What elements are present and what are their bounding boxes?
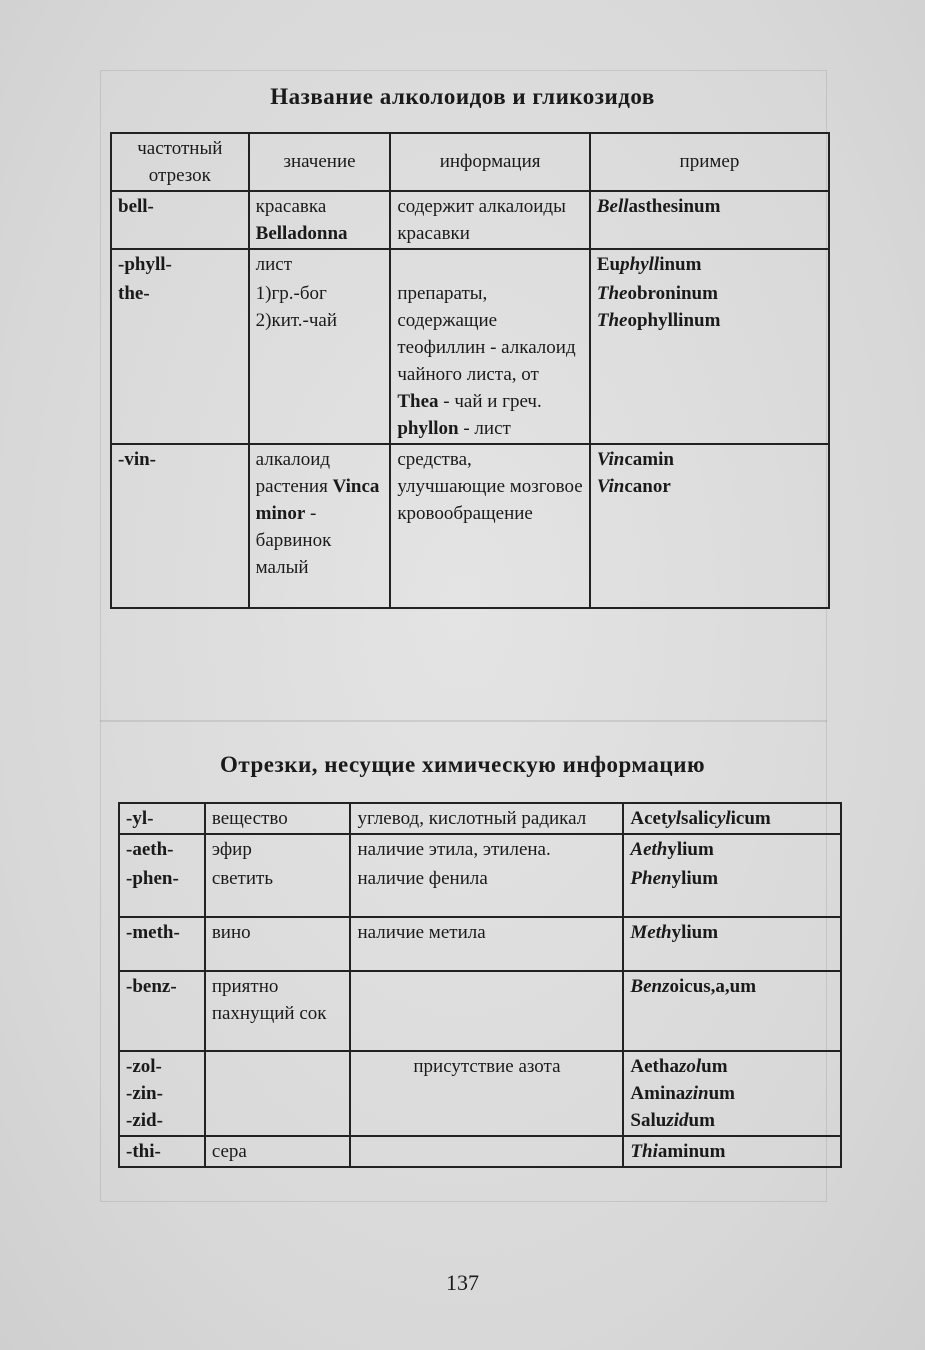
meaning-cell: эфир — [205, 834, 351, 864]
table-row — [119, 803, 841, 834]
table-row — [119, 1051, 841, 1136]
table-row — [119, 864, 841, 917]
example-cell: Methylium — [623, 917, 841, 971]
header-example: пример — [590, 133, 829, 191]
page-number: 137 — [446, 1270, 479, 1295]
info-cell: содержит алкалоиды красавки — [390, 191, 590, 249]
example-cell: Acetylsalicylicum — [623, 803, 841, 834]
example-cell: Bellasthesinum — [590, 191, 829, 249]
meaning-cell: лист — [249, 249, 391, 279]
header-segment: частотный отрезок — [111, 133, 249, 191]
segment-cell: -phyll- — [111, 249, 249, 279]
meaning-cell: вино — [205, 917, 351, 971]
info-cell — [350, 1136, 623, 1167]
header-info: информация — [390, 133, 590, 191]
info-cell: наличие фенила — [350, 864, 623, 917]
example-cell: Phenylium — [623, 864, 841, 917]
info-cell: углевод, кислотный радикал — [350, 803, 623, 834]
segment-cell: -aeth- — [119, 834, 205, 864]
meaning-cell: вещество — [205, 803, 351, 834]
segment-cell: -vin- — [111, 444, 249, 608]
example-cell: Thiaminum — [623, 1136, 841, 1167]
table-row — [111, 444, 829, 608]
example-cell: Euphyllinum — [590, 249, 829, 279]
segment-cell: -phen- — [119, 864, 205, 917]
example-cell: Benzoicus,a,um — [623, 971, 841, 1051]
segment-cell: -yl- — [119, 803, 205, 834]
table-row — [119, 971, 841, 1051]
alkaloid-table — [110, 132, 830, 609]
table-row — [111, 191, 829, 249]
info-cell: присутствие азота — [350, 1051, 623, 1136]
table1-header-row — [111, 133, 829, 191]
table-row — [119, 834, 841, 864]
table-row — [119, 1136, 841, 1167]
segment-cell: -meth- — [119, 917, 205, 971]
info-cell: препараты, содержащие теофиллин - алкалоид чайного листа, от Thea - чай и греч. phyllon - лист — [390, 279, 590, 444]
table-row — [119, 917, 841, 971]
table1-title: Название алколоидов и гликозидов — [270, 84, 655, 109]
meaning-cell: красавка Belladonna — [249, 191, 391, 249]
meaning-cell: 1)гр.-бог 2)кит.-чай — [249, 279, 391, 444]
info-cell — [390, 249, 590, 279]
example-cell: Aethazolum Aminazinum Saluzidum — [623, 1051, 841, 1136]
segment-cell: -zol- -zin- -zid- — [119, 1051, 205, 1136]
table-row — [111, 279, 829, 444]
meaning-cell: сера — [205, 1136, 351, 1167]
meaning-cell: светить — [205, 864, 351, 917]
info-cell — [350, 971, 623, 1051]
info-cell: наличие этила, этилена. — [350, 834, 623, 864]
example-cell: Theobroninum Theophyllinum — [590, 279, 829, 444]
meaning-cell: приятно пахнущий сок — [205, 971, 351, 1051]
meaning-cell: алкалоид растения Vinca minor - барвинок малый — [249, 444, 391, 608]
meaning-cell — [205, 1051, 351, 1136]
segment-cell: bell- — [111, 191, 249, 249]
table-row — [111, 249, 829, 279]
segment-cell: the- — [111, 279, 249, 444]
info-cell: средства, улучшающие мозговое кровообращение — [390, 444, 590, 608]
example-cell: Aethylium — [623, 834, 841, 864]
info-cell: наличие метила — [350, 917, 623, 971]
chemical-segments-table — [118, 802, 842, 1168]
example-cell: Vincamin Vincanor — [590, 444, 829, 608]
segment-cell: -thi- — [119, 1136, 205, 1167]
segment-cell: -benz- — [119, 971, 205, 1051]
header-meaning: значение — [249, 133, 391, 191]
table2-title: Отрезки, несущие химическую информацию — [219, 752, 706, 777]
